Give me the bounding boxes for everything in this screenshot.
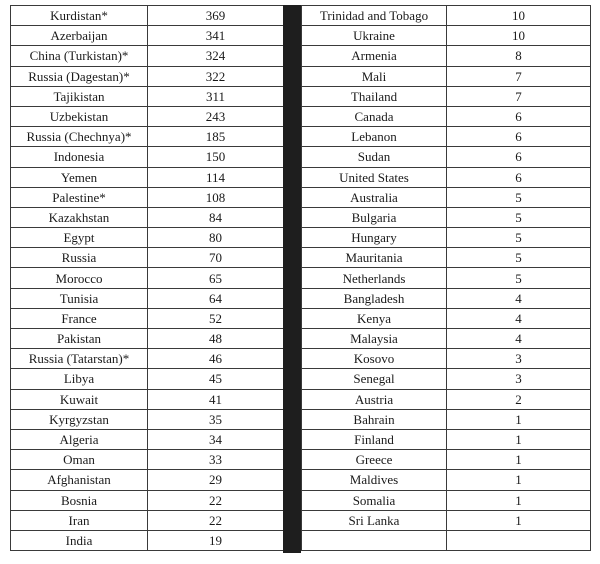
country-cell: Kosovo <box>302 349 447 369</box>
count-cell: 3 <box>447 369 591 389</box>
count-cell: 4 <box>447 329 591 349</box>
table-row <box>11 127 284 147</box>
count-cell: 29 <box>148 470 284 490</box>
table-row <box>11 106 284 126</box>
country-cell: Greece <box>302 450 447 470</box>
country-cell: Indonesia <box>11 147 148 167</box>
country-cell: Netherlands <box>302 268 447 288</box>
count-cell: 35 <box>148 409 284 429</box>
count-cell: 114 <box>148 167 284 187</box>
country-cell: Sudan <box>302 147 447 167</box>
table-row <box>302 329 591 349</box>
table-row <box>11 308 284 328</box>
count-cell: 6 <box>447 106 591 126</box>
country-cell: Russia (Tatarstan)* <box>11 349 148 369</box>
table-row <box>11 369 284 389</box>
count-cell: 8 <box>447 46 591 66</box>
table-row <box>11 510 284 530</box>
table-row <box>11 389 284 409</box>
table-row <box>302 429 591 449</box>
country-cell: Kenya <box>302 308 447 328</box>
count-cell: 243 <box>148 106 284 126</box>
table-row <box>11 167 284 187</box>
count-cell: 3 <box>447 349 591 369</box>
country-cell: Pakistan <box>11 329 148 349</box>
table-row <box>302 288 591 308</box>
country-cell: Morocco <box>11 268 148 288</box>
count-cell: 6 <box>447 167 591 187</box>
count-cell: 6 <box>447 127 591 147</box>
table-row <box>302 349 591 369</box>
count-cell: 7 <box>447 86 591 106</box>
count-cell: 64 <box>148 288 284 308</box>
count-cell: 322 <box>148 66 284 86</box>
count-cell: 22 <box>148 490 284 510</box>
count-cell: 1 <box>447 409 591 429</box>
table-row <box>11 147 284 167</box>
country-cell: Bosnia <box>11 490 148 510</box>
count-cell: 5 <box>447 187 591 207</box>
column-divider <box>283 5 301 553</box>
table-row <box>11 429 284 449</box>
country-cell: Bahrain <box>302 409 447 429</box>
count-cell: 84 <box>148 207 284 227</box>
table-row <box>11 288 284 308</box>
table-row <box>11 86 284 106</box>
country-cell: Sri Lanka <box>302 510 447 530</box>
table-row <box>11 207 284 227</box>
table-row <box>11 329 284 349</box>
table-row <box>11 228 284 248</box>
country-cell: Lebanon <box>302 127 447 147</box>
country-cell: Tunisia <box>11 288 148 308</box>
count-cell: 341 <box>148 26 284 46</box>
table-row <box>11 268 284 288</box>
count-cell: 1 <box>447 510 591 530</box>
count-cell: 5 <box>447 207 591 227</box>
country-cell: Oman <box>11 450 148 470</box>
table-row <box>302 228 591 248</box>
count-cell: 4 <box>447 308 591 328</box>
table-row <box>302 248 591 268</box>
table-row <box>11 66 284 86</box>
table-row <box>302 369 591 389</box>
country-cell <box>302 530 447 550</box>
count-cell <box>447 530 591 550</box>
country-cell: France <box>11 308 148 328</box>
table-row <box>302 510 591 530</box>
count-cell: 2 <box>447 389 591 409</box>
table-row <box>302 147 591 167</box>
country-cell: Somalia <box>302 490 447 510</box>
country-cell: Azerbaijan <box>11 26 148 46</box>
table-row <box>302 470 591 490</box>
table-row <box>302 86 591 106</box>
country-cell: Malaysia <box>302 329 447 349</box>
country-cell: Ukraine <box>302 26 447 46</box>
count-cell: 34 <box>148 429 284 449</box>
count-cell: 1 <box>447 490 591 510</box>
table-row <box>11 349 284 369</box>
count-cell: 52 <box>148 308 284 328</box>
table-row <box>302 66 591 86</box>
count-cell: 48 <box>148 329 284 349</box>
table-row <box>11 187 284 207</box>
country-cell: Canada <box>302 106 447 126</box>
country-cell: Kurdistan* <box>11 6 148 26</box>
count-cell: 1 <box>447 429 591 449</box>
count-cell: 33 <box>148 450 284 470</box>
country-cell: Australia <box>302 187 447 207</box>
count-cell: 5 <box>447 248 591 268</box>
table-row <box>11 6 284 26</box>
country-cell: Hungary <box>302 228 447 248</box>
table-row <box>302 6 591 26</box>
right-column-table <box>301 5 591 551</box>
country-cell: Russia (Chechnya)* <box>11 127 148 147</box>
country-cell: Senegal <box>302 369 447 389</box>
country-cell: United States <box>302 167 447 187</box>
count-cell: 108 <box>148 187 284 207</box>
country-cell: Palestine* <box>11 187 148 207</box>
country-cell: Bulgaria <box>302 207 447 227</box>
count-cell: 65 <box>148 268 284 288</box>
table-row <box>11 490 284 510</box>
country-cell: Trinidad and Tobago <box>302 6 447 26</box>
table-row <box>302 127 591 147</box>
table-row <box>302 450 591 470</box>
count-cell: 4 <box>447 288 591 308</box>
table-row <box>11 409 284 429</box>
country-cell: Yemen <box>11 167 148 187</box>
table-row <box>11 470 284 490</box>
table-row <box>302 26 591 46</box>
left-column-table <box>10 5 284 551</box>
table-row <box>302 490 591 510</box>
table-row <box>302 207 591 227</box>
table-row <box>302 167 591 187</box>
table-row <box>302 187 591 207</box>
count-cell: 369 <box>148 6 284 26</box>
table-row <box>302 308 591 328</box>
country-cell: Algeria <box>11 429 148 449</box>
left-table-body <box>11 6 284 551</box>
country-cell: Kyrgyzstan <box>11 409 148 429</box>
count-cell: 19 <box>148 530 284 550</box>
count-cell: 10 <box>447 6 591 26</box>
table-row <box>11 26 284 46</box>
right-table-body <box>302 6 591 551</box>
count-cell: 22 <box>148 510 284 530</box>
table-row <box>302 106 591 126</box>
country-cell: Iran <box>11 510 148 530</box>
country-cell: Uzbekistan <box>11 106 148 126</box>
count-cell: 10 <box>447 26 591 46</box>
count-cell: 185 <box>148 127 284 147</box>
country-cell: Tajikistan <box>11 86 148 106</box>
country-cell: Egypt <box>11 228 148 248</box>
count-cell: 46 <box>148 349 284 369</box>
country-cell: Mauritania <box>302 248 447 268</box>
count-cell: 311 <box>148 86 284 106</box>
table-row <box>302 409 591 429</box>
table-row <box>302 530 591 550</box>
country-cell: Russia (Dagestan)* <box>11 66 148 86</box>
count-cell: 70 <box>148 248 284 268</box>
country-cell: Libya <box>11 369 148 389</box>
country-cell: Maldives <box>302 470 447 490</box>
country-cell: Afghanistan <box>11 470 148 490</box>
table-row <box>11 248 284 268</box>
count-cell: 5 <box>447 268 591 288</box>
count-cell: 41 <box>148 389 284 409</box>
table-row <box>11 530 284 550</box>
table-row <box>302 268 591 288</box>
table-row <box>11 450 284 470</box>
table-row <box>11 46 284 66</box>
country-cell: Mali <box>302 66 447 86</box>
count-cell: 1 <box>447 450 591 470</box>
country-cell: Thailand <box>302 86 447 106</box>
country-cell: Bangladesh <box>302 288 447 308</box>
count-cell: 150 <box>148 147 284 167</box>
country-cell: Kuwait <box>11 389 148 409</box>
count-cell: 5 <box>447 228 591 248</box>
count-cell: 45 <box>148 369 284 389</box>
country-cell: Austria <box>302 389 447 409</box>
country-count-table <box>10 5 590 553</box>
table-row <box>302 389 591 409</box>
table-row <box>302 46 591 66</box>
count-cell: 7 <box>447 66 591 86</box>
count-cell: 6 <box>447 147 591 167</box>
count-cell: 1 <box>447 470 591 490</box>
country-cell: Russia <box>11 248 148 268</box>
count-cell: 80 <box>148 228 284 248</box>
country-cell: Armenia <box>302 46 447 66</box>
country-cell: China (Turkistan)* <box>11 46 148 66</box>
country-cell: Finland <box>302 429 447 449</box>
country-cell: Kazakhstan <box>11 207 148 227</box>
count-cell: 324 <box>148 46 284 66</box>
country-cell: India <box>11 530 148 550</box>
